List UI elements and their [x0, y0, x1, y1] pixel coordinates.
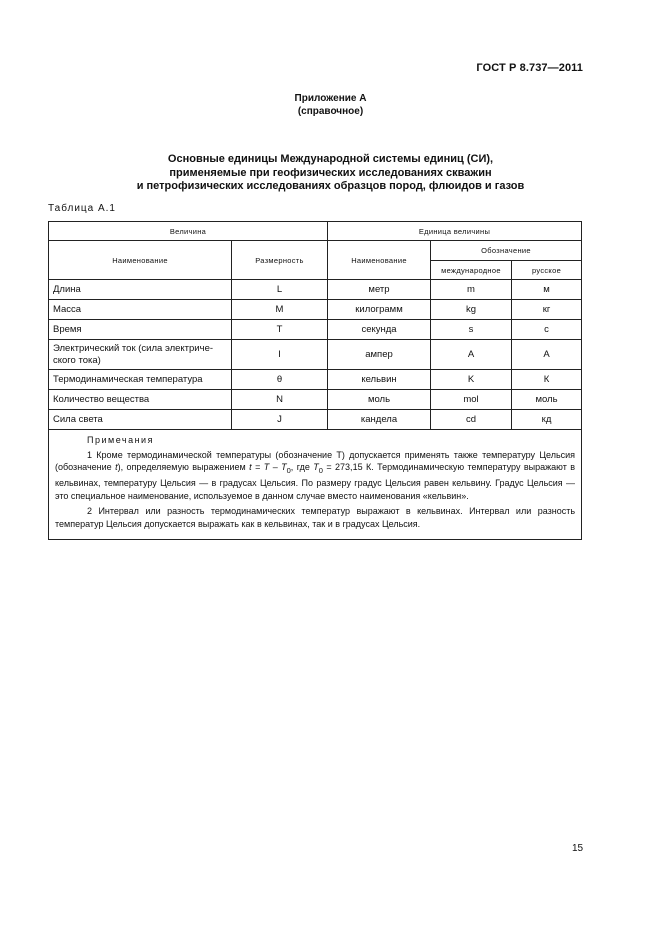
cell-dimension: L: [232, 280, 328, 300]
header-unit-name: Наименование: [328, 241, 431, 280]
header-name: Наименование: [49, 241, 232, 280]
cell-unit-name: килограмм: [328, 300, 431, 320]
table-caption: Таблица А.1: [48, 203, 116, 214]
note-1-formula: t: [249, 462, 252, 472]
note-1-text: , где: [290, 462, 314, 472]
cell-quantity: Количество вещества: [49, 390, 232, 410]
note-1-subscript: 0: [286, 465, 291, 475]
cell-unit-name: ампер: [328, 340, 431, 370]
header-quantity: Величина: [49, 222, 328, 241]
cell-dimension: J: [232, 410, 328, 430]
si-units-table: [48, 221, 582, 540]
notes-title: Примечания: [87, 435, 154, 445]
cell-rus: кг: [512, 300, 582, 320]
note-1-text: = 273,15 К. Термодинамическую температуру выражают в кельвинах, температуру Цельсия — в градусах Цельсия. По размеру градус Цельсия равен кельвину. Градус Цельсия — это специальное наименование, используемое в данном случае вместо наименования «кельвин».: [55, 462, 576, 501]
appendix-subtitle: (справочное): [297, 106, 364, 117]
note-1-symbol: t: [115, 462, 118, 472]
note-1-formula: =: [251, 462, 264, 472]
cell-unit-name: метр: [328, 280, 431, 300]
section-title: [0, 153, 661, 194]
cell-quantity: Время: [49, 320, 232, 340]
cell-dimension: T: [232, 320, 328, 340]
cell-rus: с: [512, 320, 582, 340]
note-1-formula: –: [269, 462, 282, 472]
cell-intl: m: [431, 280, 512, 300]
cell-unit-name: кандела: [328, 410, 431, 430]
cell-rus: А: [512, 340, 582, 370]
cell-quantity: Длина: [49, 280, 232, 300]
cell-intl: K: [431, 370, 512, 390]
note-1-formula: T: [281, 462, 287, 472]
cell-intl: cd: [431, 410, 512, 430]
cell-dimension: N: [232, 390, 328, 410]
cell-dimension: M: [232, 300, 328, 320]
cell-quantity: Масса: [49, 300, 232, 320]
cell-intl: mol: [431, 390, 512, 410]
header-dimension: Размерность: [232, 241, 328, 280]
header-international: международное: [431, 261, 512, 280]
cell-unit-name: моль: [328, 390, 431, 410]
cell-quantity: Термодинамическая температура: [49, 370, 232, 390]
note-1: [55, 449, 575, 503]
table-row: [49, 410, 582, 430]
table-row: [49, 320, 582, 340]
note-2: 2 Интервал или разность термодинамических температур выражают в кельвинах. Интервал или разность температур Цельсия допускается выражать как в кельвинах, так и в градусах Цельсия.: [55, 506, 576, 529]
note-1-formula: T: [313, 462, 319, 472]
title-line: Основные единицы Международной системы единиц (СИ),: [167, 153, 494, 165]
notes-cell: [49, 430, 582, 540]
appendix-heading: [0, 92, 661, 118]
table-row: [49, 370, 582, 390]
cell-dimension: I: [232, 340, 328, 370]
note-1-formula: T: [263, 462, 270, 472]
cell-rus: кд: [512, 410, 582, 430]
cell-intl: kg: [431, 300, 512, 320]
cell-intl: A: [431, 340, 512, 370]
table-row: [49, 300, 582, 320]
cell-quantity: Сила света: [49, 410, 232, 430]
cell-rus: К: [512, 370, 582, 390]
document-code: ГОСТ Р 8.737—2011: [476, 62, 583, 74]
header-russian: русское: [512, 261, 582, 280]
note-1-text: 1 Кроме термодинамической температуры (обозначение T) допускается применять также температуру Цельсия (обозначение: [55, 449, 576, 472]
table-row: [49, 340, 582, 370]
cell-quantity: Электрический ток (сила электриче-ского тока): [49, 340, 232, 370]
cell-dimension: θ: [232, 370, 328, 390]
header-unit: Единица величины: [328, 222, 582, 241]
appendix-title: Приложение А: [294, 93, 367, 104]
title-line: применяемые при геофизических исследованиях скважин: [169, 166, 492, 179]
cell-unit-name: секунда: [328, 320, 431, 340]
table-row: [49, 390, 582, 410]
header-designation: Обозначение: [431, 241, 582, 261]
table-row: [49, 280, 582, 300]
page-number: 15: [572, 843, 584, 854]
note-1-text: ), определяемую выражением: [117, 462, 250, 472]
cell-intl: s: [431, 320, 512, 340]
cell-rus: м: [512, 280, 582, 300]
cell-rus: моль: [512, 390, 582, 410]
notes-row: [49, 430, 582, 540]
title-line: и петрофизических исследованиях образцов пород, флюидов и газов: [136, 180, 525, 192]
note-1-subscript: 0: [318, 465, 323, 475]
cell-unit-name: кельвин: [328, 370, 431, 390]
